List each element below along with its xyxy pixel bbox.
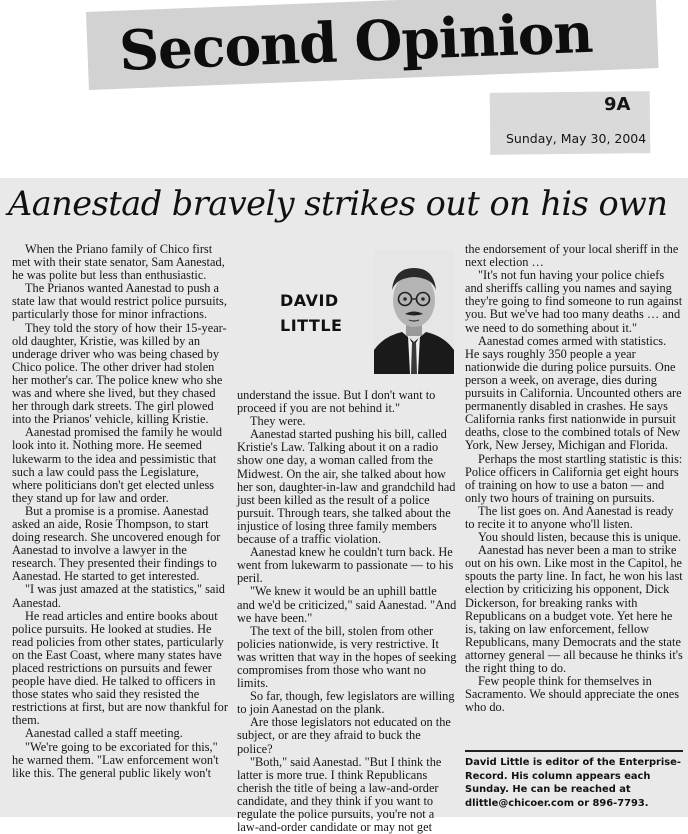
publication-date: Sunday, May 30, 2004 — [506, 131, 647, 146]
paragraph: "It's not fun having your police chiefs and sheriffs calling you names and saying they're going to find someone to run against you. But we've had too many deaths … and we need to do something about it." — [465, 268, 683, 335]
paragraph: Are those legislators not educated on the subject, or are they afraid to buck the police? — [237, 715, 451, 756]
paragraph: "We're going to be excoriated for this," he warned them. "Law enforcement won't like this. The general public likely won't — [12, 739, 219, 780]
paragraph: When the Priano family of Chico first met with their state senator, Sam Aanestad, he was polite but less than enthusiastic. — [12, 242, 225, 283]
author-last-name: LITTLE — [280, 316, 343, 335]
paragraph: So far, though, few legislators are willing to join Aanestad on the plank. — [237, 689, 455, 717]
tagline-divider — [465, 750, 683, 752]
column-middle — [237, 389, 457, 834]
page-number: 9A — [604, 94, 631, 115]
paragraph: Aanestad has never been a man to strike out on his own. Like most in the Capitol, he spouts the party line. In fact, he won his last election by criticizing his opponent, Dick Dickerson, for breaking ranks with Republicans on a budget vote. Yet here he is, taking on law enforcement, fellow Republicans, many Democrats and the state attorney general — all because he thinks it's the right thing to do. — [465, 543, 683, 675]
paragraph: Perhaps the most startling statistic is this: Police officers in California get eight hours of training on how to use a baton — and only two hours of training on pursuits. — [465, 451, 683, 505]
paragraph: Aanestad started pushing his bill, called Kristie's Law. Talking about it on a radio show one day, a woman called from the Midwest. On the air, she talked about how her son, daughter-in-law and grandchild had just been killed as the result of a police pursuit. Through tears, she talked about the injustice of losing three family members because of a traffic violation. — [237, 427, 456, 547]
paragraph: The text of the bill, stolen from other policies nationwide, is very restrictive. It was written that way in the hopes of seeking compromises from those who want no limits. — [237, 623, 457, 691]
section-title: Second Opinion — [118, 0, 594, 83]
paragraph: the endorsement of your local sheriff in the next election … — [465, 242, 679, 270]
paragraph: They were. — [250, 414, 306, 429]
paragraph: "I was just amazed at the statistics," said Aanestad. — [12, 582, 225, 610]
paragraph: Aanestad knew he couldn't turn back. He went from lukewarm to passionate — to his peril. — [237, 545, 454, 586]
paragraph: They told the story of how their 15-year-old daughter, Kristie, was killed by an underage driver who was being chased by Chico police. The other driver had stolen her mother's car. The police knew who she was and where she lived, but they chased her through dark streets. The girl plowed into the Prianos' vehicle, killing Kristie. — [12, 320, 227, 427]
article-headline: Aanestad bravely strikes out on his own — [8, 184, 668, 223]
column-left — [12, 243, 230, 780]
author-photo — [374, 250, 454, 374]
paragraph: "We knew it would be an uphill battle and we'd be criticized," said Aanestad. "And we have been." — [237, 584, 457, 625]
author-first-name: DAVID — [280, 291, 339, 310]
paragraph: "Both," said Aanestad. "But I think the latter is more true. I think Republicans cherish the title of being a law-and-order candidate, and they think if you want to regulate the police pursuits, you're not a law-and-order candidate or may not get — [237, 754, 442, 834]
paragraph: The list goes on. And Aanestad is ready to recite it to anyone who'll listen. — [465, 503, 674, 531]
paragraph: Aanestad promised the family he would look into it. Nothing more. He seemed lukewarm to the idea and pessimistic that such a law could pass the Legislature, where politicians don't get elected unless they stand up for law and order. — [12, 425, 223, 505]
paragraph: Aanestad comes armed with statistics. He says roughly 350 people a year nationwide die during police pursuits. One person a week, on average, dies during pursuits in California. Uncounted others are permanently disabled in crashes. He says California ranks first nationwide in pursuit deaths, close to the combined totals of New York, New Jersey, Michigan and Florida. — [465, 333, 682, 453]
paragraph: He read articles and entire books about police pursuits. He looked at studies. He read policies from other states, particularly on the East Coast, where many states have placed restrictions on pursuits and fewer people have died. He talked to officers in those states who said they resisted the restrictions at first, but are now thankful for them. — [12, 608, 228, 728]
column-right — [465, 243, 683, 714]
paragraph: Few people think for themselves in Sacramento. We should appreciate the ones who do. — [465, 674, 680, 715]
paragraph: But a promise is a promise. Aanestad asked an aide, Rosie Thompson, to start doing research. She uncovered enough for Aanestad to involve a lawyer in the research. They presented their findings to Aanestad. He started to get interested. — [12, 503, 221, 584]
paragraph: understand the issue. But I don't want to proceed if you are not behind it." — [237, 388, 436, 416]
paragraph: The Prianos wanted Aanestad to push a state law that would restrict police pursuits, particularly those for minor infractions. — [12, 281, 227, 322]
paragraph: Aanestad called a staff meeting. — [25, 726, 183, 741]
paragraph: You should listen, because this is unique. — [478, 530, 682, 545]
author-byline — [280, 288, 342, 338]
author-tagline: David Little is editor of the Enterprise-Record. His column appears each Sunday. He can be reached at dlittle@chicoer.com or 896-7793. — [465, 757, 681, 809]
